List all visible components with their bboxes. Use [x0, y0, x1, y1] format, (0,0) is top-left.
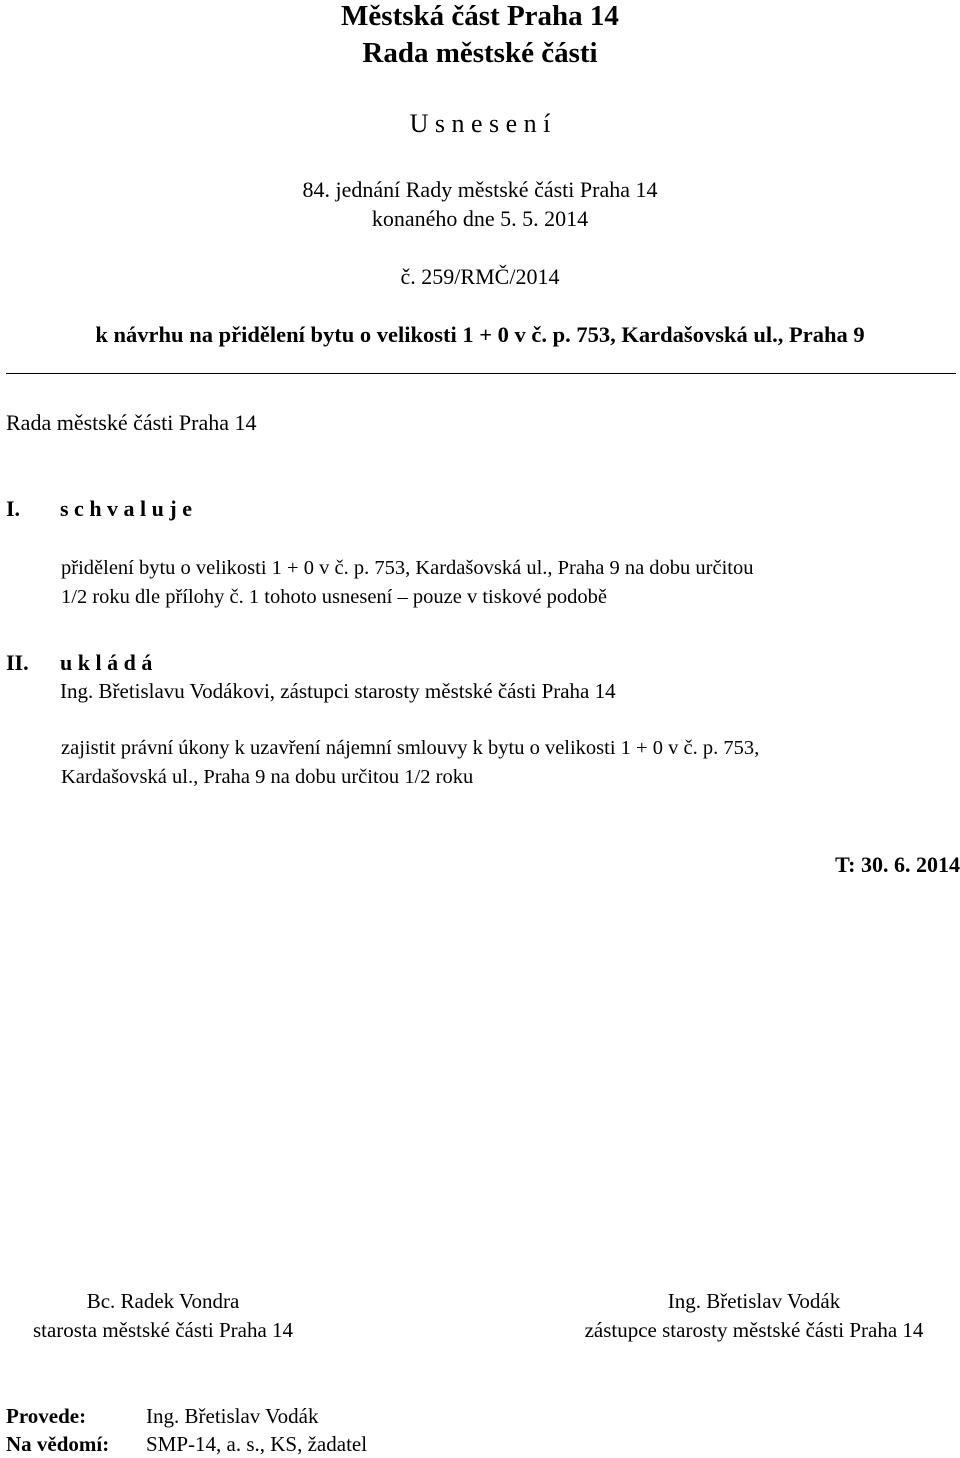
header-divider: [6, 373, 956, 374]
section-1-text-line-1: přidělení bytu o velikosti 1 + 0 v č. p. 753, Kardašovská ul., Praha 9 na dobu určitou: [61, 557, 754, 579]
provede-value: Ing. Břetislav Vodák: [146, 1404, 319, 1428]
section-2-text-line-2: Kardašovská ul., Praha 9 na dobu určitou 1/2 roku: [61, 766, 474, 788]
meeting-info: 84. jednání Rady městské části Praha 14: [302, 177, 658, 202]
resolution-number: č. 259/RMČ/2014: [400, 264, 560, 289]
signatory-1-name: Bc. Radek Vondra: [86, 1289, 240, 1313]
section-2-verb: u k l á d á: [60, 650, 153, 675]
signatory-1-role: starosta městské části Praha 14: [32, 1318, 294, 1342]
na-vedomi-value: SMP-14, a. s., KS, žadatel: [146, 1432, 368, 1456]
signatory-2-role: zástupce starosty městské části Praha 14: [584, 1318, 924, 1342]
section-1-number: I.: [6, 496, 21, 521]
section-2-text-line-1: zajistit právní úkony k uzavření nájemní smlouvy k bytu o velikosti 1 + 0 v č. p. 753,: [61, 737, 760, 759]
municipality-title: Městská část Praha 14: [341, 0, 619, 32]
signatory-2-name: Ing. Břetislav Vodák: [667, 1289, 841, 1313]
provede-label: Provede:: [6, 1404, 87, 1428]
meeting-date: konaného dne 5. 5. 2014: [371, 206, 589, 231]
section-2-addressee: Ing. Břetislavu Vodákovi, zástupci starosty městské části Praha 14: [60, 679, 616, 703]
na-vedomi-label: Na vědomí:: [6, 1432, 110, 1456]
deadline: T: 30. 6. 2014: [835, 852, 960, 877]
document-type: U s n e s e n í: [409, 109, 551, 138]
section-1-text-line-2: 1/2 roku dle přílohy č. 1 tohoto usnesení – pouze v tiskové podobě: [61, 586, 608, 608]
council-name: Rada městské části Praha 14: [6, 410, 257, 435]
section-1-verb: s c h v a l u j e: [60, 496, 192, 521]
section-2-number: II.: [6, 650, 29, 675]
resolution-subject: k návrhu na přidělení bytu o velikosti 1 + 0 v č. p. 753, Kardašovská ul., Praha 9: [95, 322, 865, 347]
council-title: Rada městské části: [362, 37, 598, 69]
